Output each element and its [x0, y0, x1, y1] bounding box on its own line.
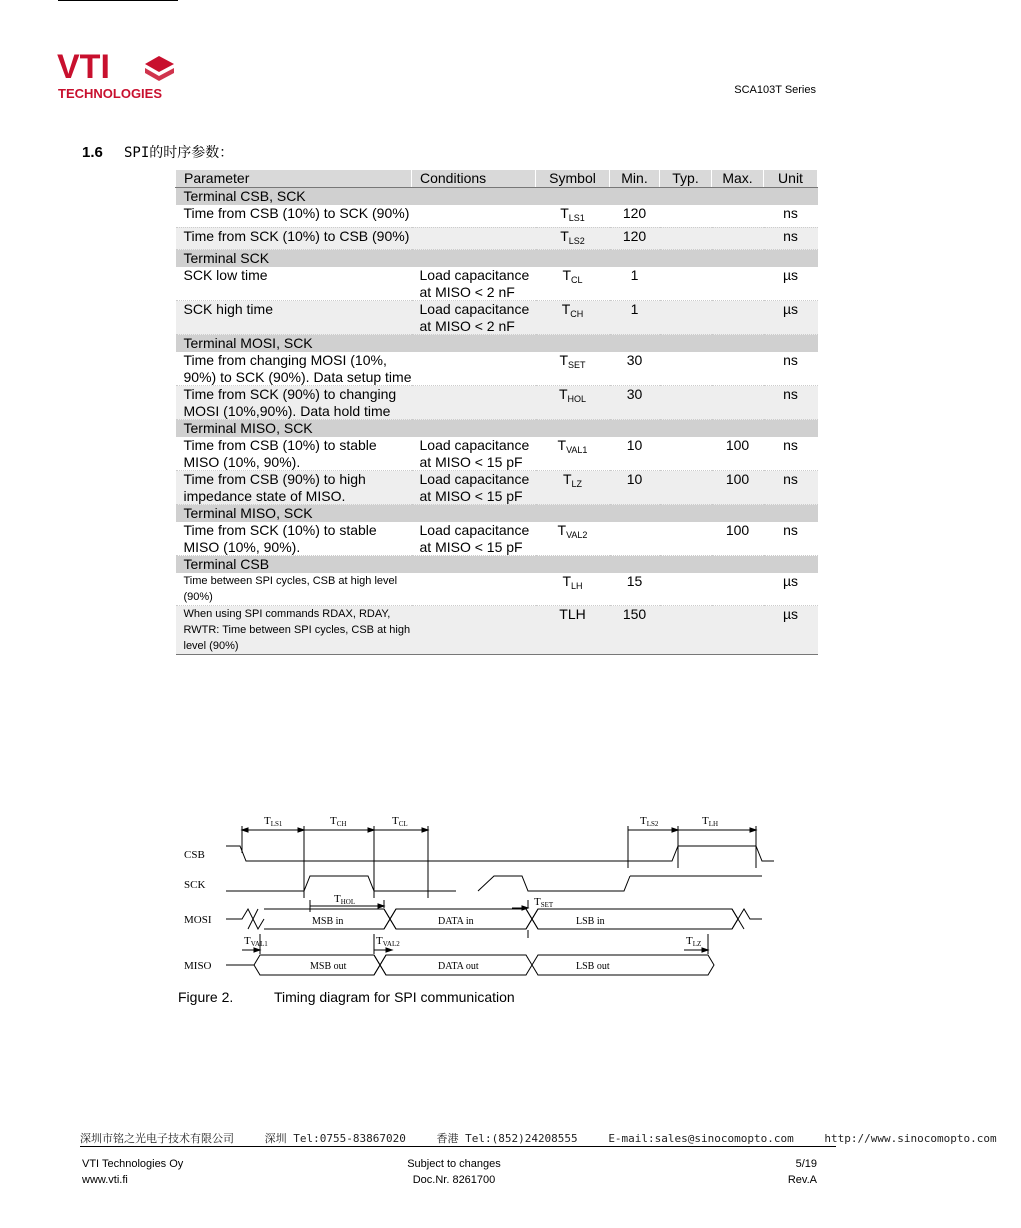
cell-max — [712, 205, 764, 227]
cell-max — [712, 227, 764, 250]
footer-right — [788, 1156, 817, 1188]
cell-min: 10 — [610, 437, 660, 471]
cell-param: Time between SPI cycles, CSB at high level (90%) — [176, 573, 412, 606]
mosi-data-label: DATA in — [438, 916, 474, 927]
cell-cond — [412, 227, 536, 250]
signal-mosi: MOSI — [184, 914, 212, 926]
cell-cond — [412, 386, 536, 420]
table-row — [176, 606, 818, 655]
group-title: Terminal SCK — [176, 250, 818, 268]
cell-param: Time from CSB (10%) to stable MISO (10%, 90%). — [176, 437, 412, 471]
spi-timing-diagram — [178, 808, 838, 988]
symbol-subscript: VAL1 — [566, 445, 588, 455]
footer-middle — [404, 1156, 504, 1188]
cell-sym — [536, 267, 610, 301]
cell-sym — [536, 573, 610, 606]
contact-hk-tel: 香港 Tel:(852)24208555 — [436, 1132, 578, 1145]
group-title: Terminal MISO, SCK — [176, 505, 818, 523]
signal-miso: MISO — [184, 960, 212, 972]
contact-web[interactable]: http://www.sinocomopto.com — [824, 1132, 997, 1145]
symbol-text: T — [557, 522, 567, 538]
group-title: Terminal MOSI, SCK — [176, 335, 818, 353]
section-number: 1.6 — [82, 144, 103, 161]
series-label: SCA103T Series — [734, 84, 816, 96]
cell-unit: ns — [764, 352, 818, 386]
cell-max: 100 — [712, 437, 764, 471]
cell-typ — [660, 471, 712, 505]
cell-typ — [660, 301, 712, 335]
symbol-subscript: LH — [571, 581, 583, 591]
logo-mark-icon — [145, 56, 174, 81]
footer-rev: Rev.A — [787, 1174, 817, 1186]
footer-doc-nr: Doc.Nr. 8261700 — [412, 1174, 496, 1186]
symbol-text: T — [562, 267, 572, 283]
header-min: Min. — [610, 170, 660, 188]
contact-company: 深圳市铭之光电子技术有限公司 — [80, 1132, 234, 1145]
cell-sym — [536, 205, 610, 227]
cell-min: 1 — [610, 267, 660, 301]
cell-sym — [536, 606, 610, 655]
footer-notice: Subject to changes — [407, 1158, 501, 1170]
cell-max: 100 — [712, 522, 764, 556]
mosi-lsb-label: LSB in — [576, 916, 605, 927]
table-row — [176, 386, 818, 420]
cell-typ — [660, 267, 712, 301]
footer-company: VTI Technologies Oy — [82, 1158, 184, 1170]
miso-data-label: DATA out — [438, 961, 479, 972]
cell-typ — [660, 606, 712, 655]
symbol-text: T — [560, 227, 569, 244]
cell-typ — [660, 352, 712, 386]
symbol-text: T — [559, 352, 569, 368]
group-title: Terminal CSB — [176, 556, 818, 574]
logo-subtext: TECHNOLOGIES — [58, 86, 163, 101]
header-unit: Unit — [764, 170, 818, 188]
vti-logo — [57, 48, 181, 102]
top-rule — [58, 0, 178, 1]
miso-msb-label: MSB out — [310, 961, 347, 972]
figure-text: Timing diagram for SPI communication — [274, 989, 515, 1005]
cell-typ — [660, 386, 712, 420]
label-tls1: TLS1 — [264, 815, 283, 828]
cell-typ — [660, 437, 712, 471]
symbol-text: T — [557, 437, 567, 453]
contact-line — [80, 1130, 1021, 1146]
cell-cond: Load capacitance at MISO < 2 nF — [412, 267, 536, 301]
symbol-text: TLH — [559, 606, 586, 622]
group-row — [176, 250, 818, 268]
label-tcl: TCL — [392, 815, 408, 828]
symbol-text: T — [558, 386, 568, 402]
cell-param: Time from SCK (90%) to changing MOSI (10%,90%). Data hold time — [176, 386, 412, 420]
table-row — [176, 522, 818, 556]
symbol-subscript: HOL — [567, 394, 587, 404]
group-row — [176, 188, 818, 206]
cell-param: Time from SCK (10%) to CSB (90%) — [176, 227, 412, 250]
cell-param: SCK high time — [176, 301, 412, 335]
table-row — [176, 205, 818, 227]
header-max: Max. — [712, 170, 764, 188]
cell-unit: ns — [764, 522, 818, 556]
header-typ: Typ. — [660, 170, 712, 188]
symbol-subscript: LS2 — [568, 235, 585, 246]
cell-sym — [536, 386, 610, 420]
cell-min — [610, 522, 660, 556]
cell-max: 100 — [712, 471, 764, 505]
label-tch: TCH — [330, 815, 347, 828]
group-title: Terminal MISO, SCK — [176, 420, 818, 438]
cell-min: 15 — [610, 573, 660, 606]
cell-min: 10 — [610, 471, 660, 505]
cell-sym — [536, 301, 610, 335]
cell-unit: ns — [764, 386, 818, 420]
signal-csb: CSB — [184, 849, 205, 861]
symbol-text: T — [562, 573, 572, 589]
cell-sym — [536, 437, 610, 471]
symbol-subscript: CH — [570, 309, 584, 319]
contact-sz-tel: 深圳 Tel:0755-83867020 — [264, 1132, 406, 1145]
symbol-text: T — [562, 471, 572, 487]
figure-caption — [178, 989, 515, 1005]
table-row — [176, 267, 818, 301]
cell-cond: Load capacitance at MISO < 15 pF — [412, 437, 536, 471]
table-row — [176, 352, 818, 386]
cell-unit: ns — [764, 471, 818, 505]
cell-unit: ns — [764, 205, 818, 227]
symbol-subscript: CL — [571, 275, 583, 285]
cell-min: 30 — [610, 386, 660, 420]
logo-text: VTI — [57, 48, 110, 86]
cell-typ — [660, 522, 712, 556]
cell-typ — [660, 227, 712, 250]
cell-unit: µs — [764, 267, 818, 301]
group-row — [176, 420, 818, 438]
cell-max — [712, 386, 764, 420]
label-tls2: TLS2 — [640, 815, 659, 828]
footer-page: 5/19 — [795, 1158, 817, 1170]
footer-rule — [80, 1146, 836, 1147]
cell-param: Time from CSB (90%) to high impedance state of MISO. — [176, 471, 412, 505]
cell-min: 120 — [610, 205, 660, 227]
symbol-text: T — [561, 301, 571, 317]
cell-param: SCK low time — [176, 267, 412, 301]
table-row — [176, 573, 818, 606]
cell-cond: Load capacitance at MISO < 2 nF — [412, 301, 536, 335]
miso-lsb-label: LSB out — [576, 961, 610, 972]
group-title: Terminal CSB, SCK — [176, 188, 818, 206]
contact-email[interactable]: E-mail:sales@sinocomopto.com — [608, 1132, 794, 1145]
cell-typ — [660, 205, 712, 227]
table-header-row — [176, 170, 818, 188]
cell-cond: Load capacitance at MISO < 15 pF — [412, 471, 536, 505]
symbol-subscript: LZ — [571, 479, 583, 489]
symbol-subscript: SET — [568, 360, 586, 370]
cell-cond — [412, 205, 536, 227]
footer-website[interactable]: www.vti.fi — [82, 1174, 128, 1186]
header-conditions: Conditions — [412, 170, 536, 188]
cell-unit: ns — [764, 437, 818, 471]
table-row — [176, 301, 818, 335]
group-row — [176, 505, 818, 523]
cell-min: 30 — [610, 352, 660, 386]
cell-sym — [536, 522, 610, 556]
cell-min: 1 — [610, 301, 660, 335]
cell-max — [712, 606, 764, 655]
section-heading — [82, 142, 233, 162]
footer-left — [82, 1156, 183, 1188]
cell-min: 150 — [610, 606, 660, 655]
spi-timing-table — [175, 169, 818, 655]
cell-cond: Load capacitance at MISO < 15 pF — [412, 522, 536, 556]
label-tset: TSET — [534, 896, 554, 909]
label-tval1: TVAL1 — [244, 935, 268, 948]
table-row — [176, 437, 818, 471]
cell-sym — [536, 227, 610, 250]
cell-param: When using SPI commands RDAX, RDAY, RWTR: Time between SPI cycles, CSB at high level (90%) — [176, 606, 412, 655]
cell-cond — [412, 352, 536, 386]
cell-typ — [660, 573, 712, 606]
table-row — [176, 227, 818, 250]
group-row — [176, 556, 818, 574]
cell-min: 120 — [610, 227, 660, 250]
cell-unit: µs — [764, 606, 818, 655]
cell-param: Time from SCK (10%) to stable MISO (10%, 90%). — [176, 522, 412, 556]
cell-unit: µs — [764, 301, 818, 335]
label-tval2: TVAL2 — [376, 935, 400, 948]
label-thol: THOL — [334, 893, 356, 906]
cell-max — [712, 301, 764, 335]
figure-label: Figure 2. — [178, 989, 234, 1005]
cell-unit: µs — [764, 573, 818, 606]
cell-cond — [412, 573, 536, 606]
mosi-msb-label: MSB in — [312, 916, 344, 927]
signal-sck: SCK — [184, 879, 206, 891]
header-parameter: Parameter — [176, 170, 412, 188]
cell-unit: ns — [764, 227, 818, 250]
table-row — [176, 471, 818, 505]
cell-sym — [536, 471, 610, 505]
label-tlz: TLZ — [686, 935, 702, 948]
label-tlh: TLH — [702, 815, 719, 828]
group-row — [176, 335, 818, 353]
cell-max — [712, 267, 764, 301]
cell-max — [712, 352, 764, 386]
cell-param: Time from changing MOSI (10%, 90%) to SCK (90%). Data setup time — [176, 352, 412, 386]
symbol-subscript: VAL2 — [566, 530, 588, 540]
cell-max — [712, 573, 764, 606]
symbol-text: T — [560, 205, 569, 221]
cell-sym — [536, 352, 610, 386]
symbol-subscript: LS1 — [568, 213, 585, 223]
cell-cond — [412, 606, 536, 655]
section-title: SPI的时序参数： — [124, 145, 234, 161]
header-symbol: Symbol — [536, 170, 610, 188]
cell-param: Time from CSB (10%) to SCK (90%) — [176, 205, 412, 227]
